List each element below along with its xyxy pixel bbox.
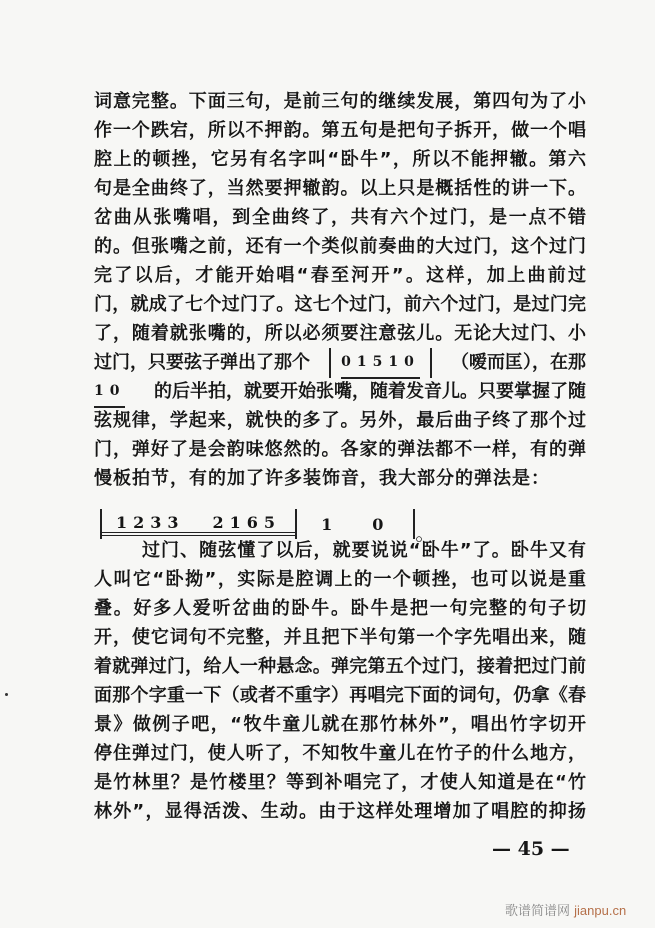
text-line: 完了以后，才能开始唱“春至河开”。这样，加上曲前过	[94, 265, 586, 286]
text-line: 句是全曲终了，当然要押辙韵。以上只是概括性的讲一下。	[94, 178, 586, 199]
text-line: 过门、随弦懂了以后，就要说说“卧牛”了。卧牛又有	[142, 540, 586, 561]
text-line: 弦规律，学起来，就快的多了。另外，最后曲子终了那个过	[94, 410, 586, 431]
text-segment: 过门，只要弦子弹出了那个	[94, 352, 310, 373]
notation-note: 0	[372, 514, 384, 534]
page-number: — 45 —	[492, 838, 570, 860]
text-line: 作一个跌宕，所以不押韵。第五句是把句子拆开，做一个唱	[94, 120, 586, 141]
text-line-with-notation	[94, 349, 586, 377]
text-line: 着就弹过门，给人一种悬念。弹完第五个过门，接着把过门前	[94, 656, 586, 677]
notation-end-mark: 。	[415, 520, 436, 545]
text-line: 开，使它词句不完整，并且把下半句第一个字先唱出来，随	[94, 627, 586, 648]
text-line: 门，就成了七个过门了。这七个过门，前六个过门，是过门完	[94, 294, 586, 315]
notation-text: 01510	[341, 348, 420, 379]
notation-group: 2165	[199, 513, 296, 536]
text-line: 慢板拍节，有的加了许多装饰音，我大部分的弹法是：	[94, 468, 550, 489]
notation-text: 10	[94, 377, 125, 408]
text-line: 停住弹过门，使人听了，不知牧牛童儿在竹子的什么地方，	[94, 743, 586, 764]
text-line: 人叫它“卧拗”，实际是腔调上的一个顿挫，也可以说是重	[94, 569, 586, 590]
bar-line	[329, 348, 331, 378]
text-line: 林外”，显得活泼、生动。由于这样处理增加了唱腔的抑扬	[94, 801, 586, 822]
text-line: 腔上的顿挫，它另有名字叫“卧牛”，所以不能押辙。第六	[94, 149, 586, 170]
text-line-with-notation	[94, 378, 586, 406]
text-line: 了，随着就张嘴的，所以必须要注意弦儿。无论大过门、小	[94, 323, 586, 344]
bar-line	[430, 348, 432, 378]
text-line: 岔曲从张嘴唱，到全曲终了，共有六个过门，是一点不错	[94, 207, 586, 228]
text-line: 叠。好多人爱听岔曲的卧牛。卧牛是把一句完整的句子切	[94, 598, 586, 619]
watermark-cn: 歌谱简谱网	[505, 904, 571, 919]
text-line: 面那个字重一下（或者不重字）再唱完下面的词句，仍拿《春	[94, 685, 586, 706]
watermark-en: jianpu.cn	[574, 903, 627, 918]
text-line: 的。但张嘴之前，还有一个类似前奏曲的大过门，这个过门	[94, 236, 586, 257]
notation-example	[100, 507, 436, 545]
text-line: 是竹林里？是竹楼里？等到补唱完了，才使人知道是在“竹	[94, 772, 586, 793]
scan-speck	[5, 693, 8, 696]
notation-note: 1	[321, 514, 333, 534]
text-line: 门，弹好了是会韵味悠然的。各家的弹法都不一样，有的弹	[94, 439, 586, 460]
text-line: 词意完整。下面三句，是前三句的继续发展，第四句为了小	[94, 91, 586, 112]
text-segment: 的后半拍，就要开始张嘴，随着发音儿。只要掌握了随	[154, 381, 586, 402]
inline-notation	[329, 348, 432, 379]
text-line: 景》做例子吧，“牧牛童儿就在那竹林外”，唱出竹字切开	[94, 714, 586, 735]
text-segment: （嗳而匡），在那	[451, 352, 586, 373]
notation-group: 1233	[102, 513, 199, 536]
watermark	[505, 900, 626, 919]
